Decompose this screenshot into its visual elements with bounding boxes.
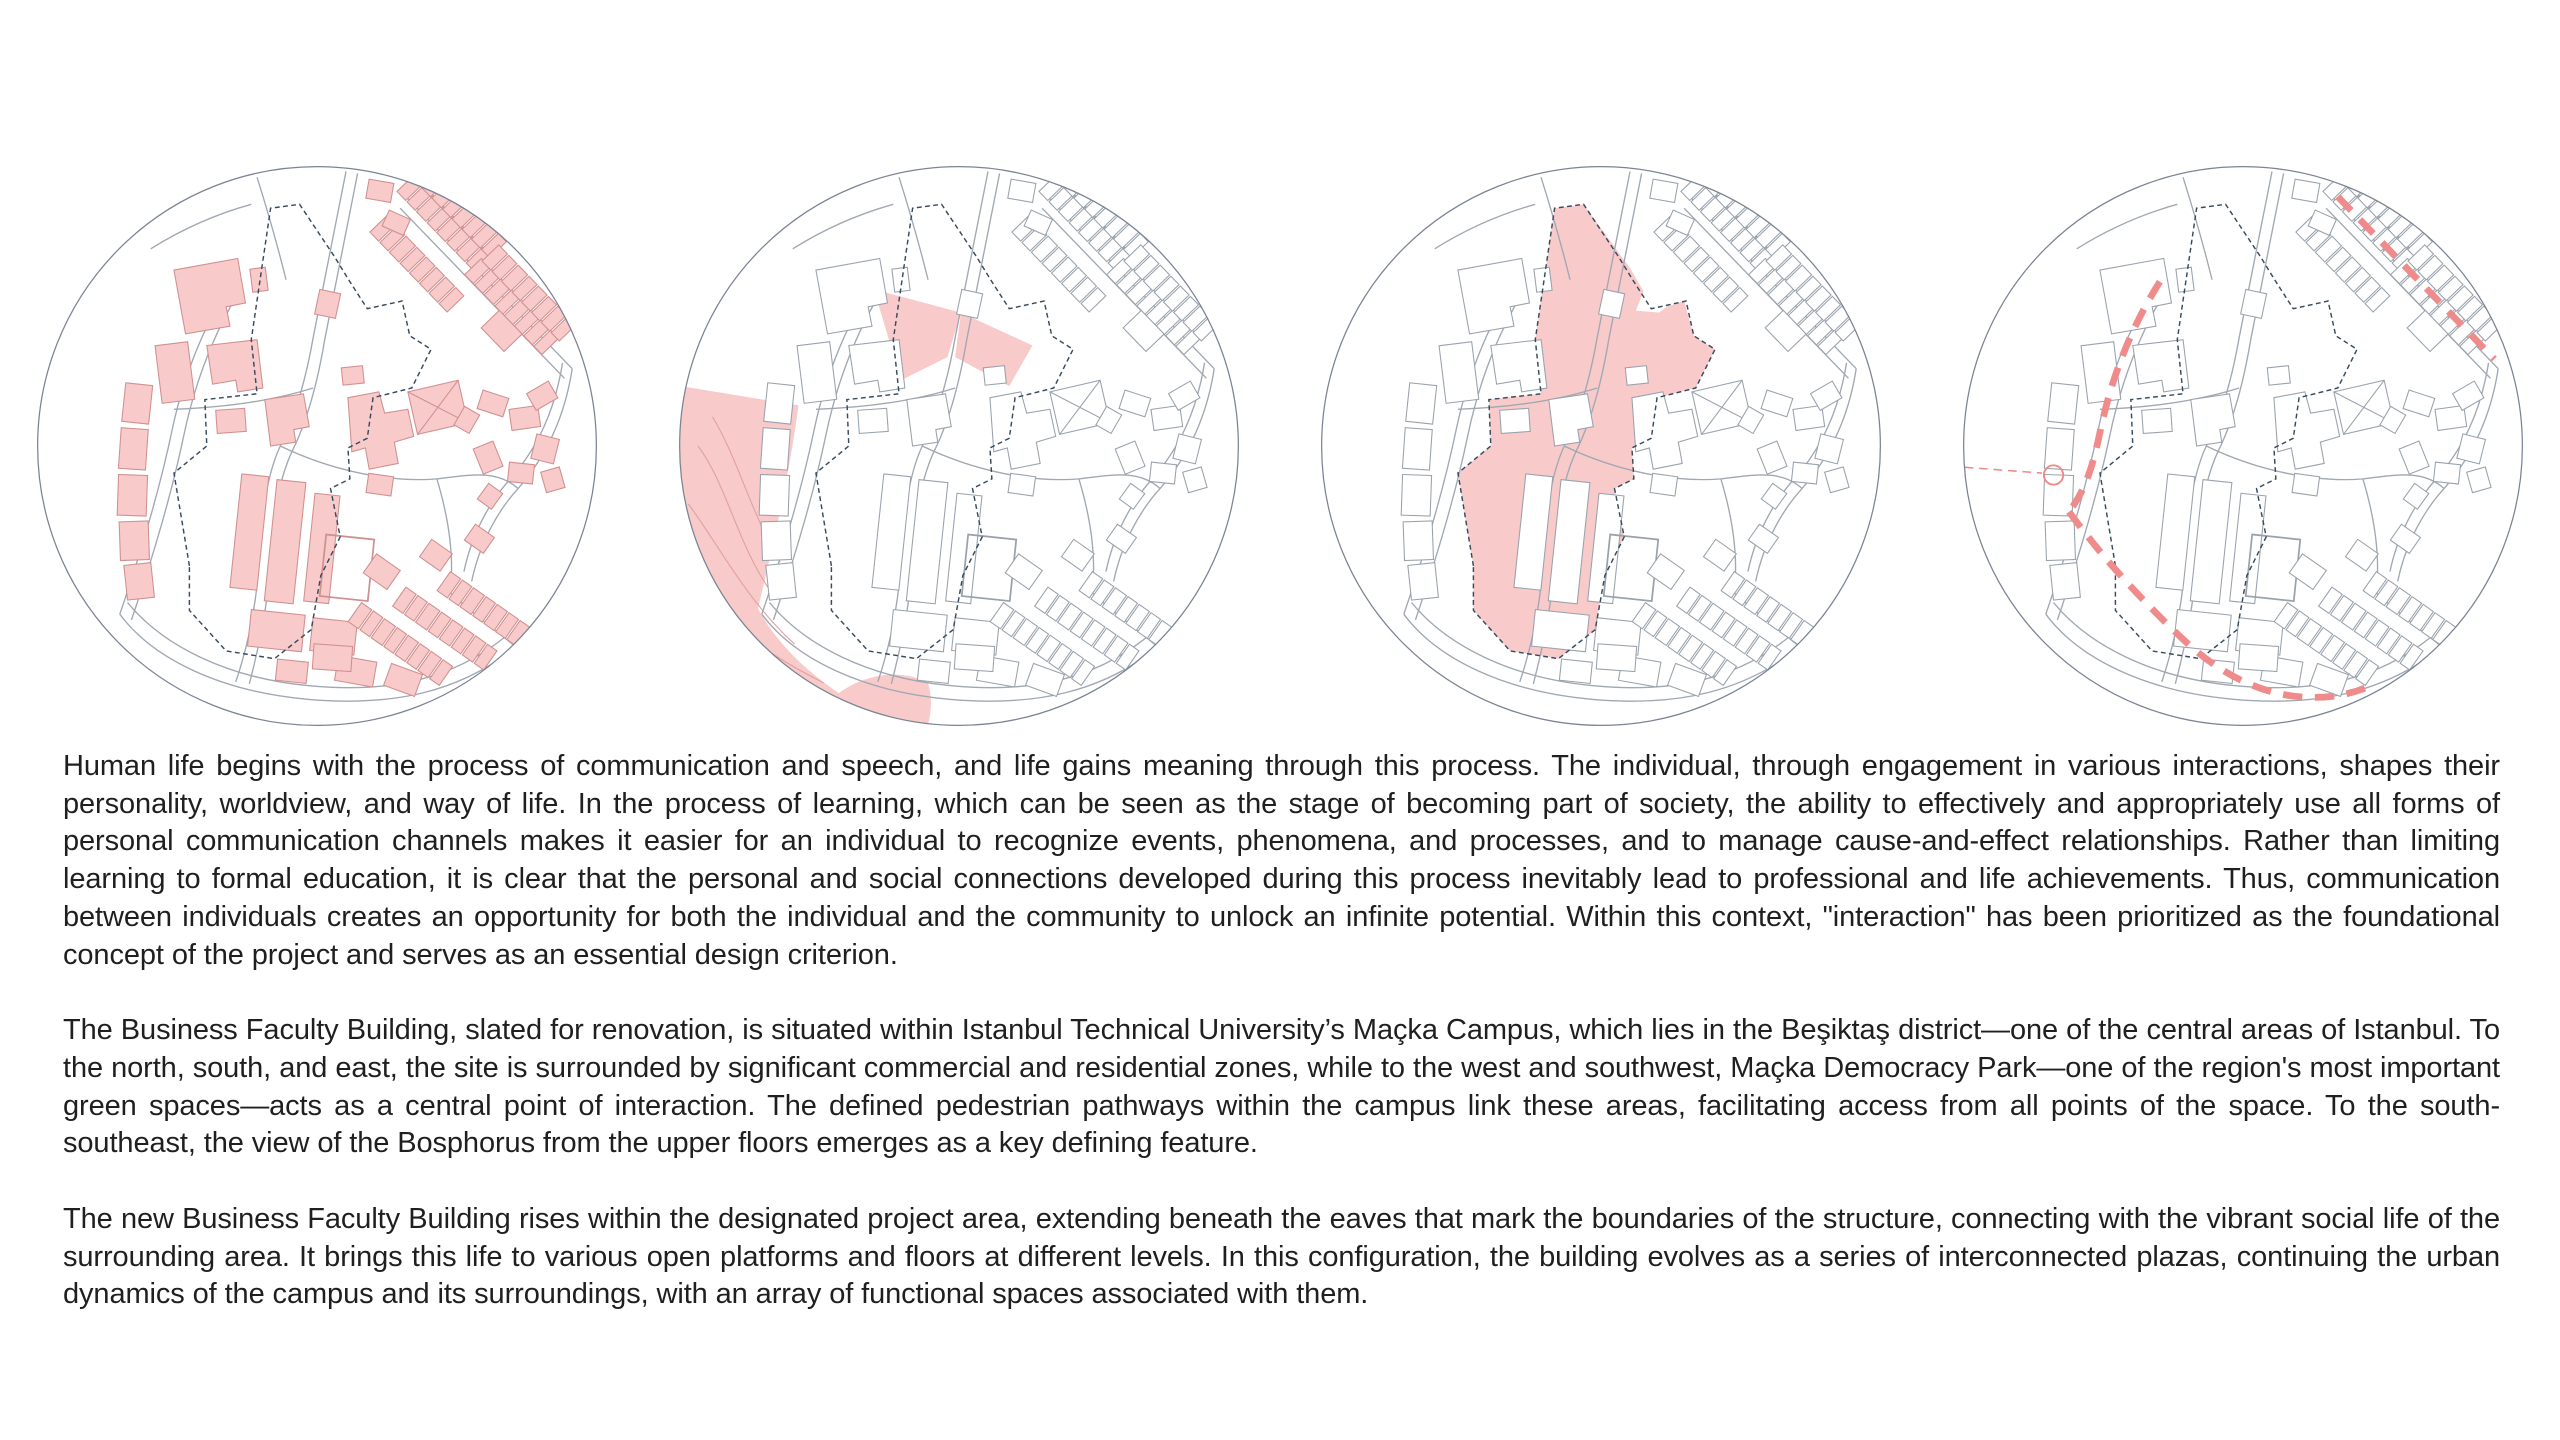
- commercial-residential-zones-map: [27, 156, 607, 736]
- body-paragraph-concept: Human life begins with the process of communication and speech, and life gains meaning through this process. The individual, through engagement in various interactions, shapes their personality, worldview, and way of life. In the process of learning, which can be seen as the stage of becoming part of society, the ability to effectively and appropriately use all forms of personal communication channels makes it easier for an individual to recognize events, phenomena, and processes, and to manage cause-and-effect relationships. Rather than limiting learning to formal education, it is clear that the personal and social connections developed during this process inevitably lead to professional and life achievements. Thus, communication between individuals creates an opportunity for both the individual and the community to unlock an infinite potential. Within this context, "interaction" has been prioritized as the foundational concept of the project and serves as an essential design criterion.: [63, 750, 2500, 971]
- body-paragraph-site: The Business Faculty Building, slated for renovation, is situated within Istanbul Technical University’s Maçka Campus, which lies in the Beşiktaş district—one of the central areas of Istanbul. To the north, south, and east, the site is surrounded by significant commercial and residential zones, while to the west and southwest, Maçka Democracy Park—one of the region's most important green spaces—acts as a central point of interaction. The defined pedestrian pathways within the campus link these areas, facilitating access from all points of the space. To the south-southeast, the view of the Bosphorus from the upper floors emerges as a key defining feature.: [63, 1014, 2500, 1160]
- body-paragraph-building: The new Business Faculty Building rises within the designated project area, extending beneath the eaves that mark the boundaries of the structure, connecting with the vibrant social life of the surrounding area. It brings this life to various open platforms and floors at different levels. In this configuration, the building evolves as a series of interconnected plazas, continuing the urban dynamics of the campus and its surroundings, with an array of functional spaces associated with them.: [63, 1203, 2500, 1311]
- pedestrian-pathways-map: [1953, 156, 2533, 736]
- analysis-maps-row: [0, 156, 2560, 736]
- green-spaces-and-bosphorus-view-map: [669, 156, 1249, 736]
- campus-project-area-map: [1311, 156, 1891, 736]
- project-description: [63, 748, 2500, 1352]
